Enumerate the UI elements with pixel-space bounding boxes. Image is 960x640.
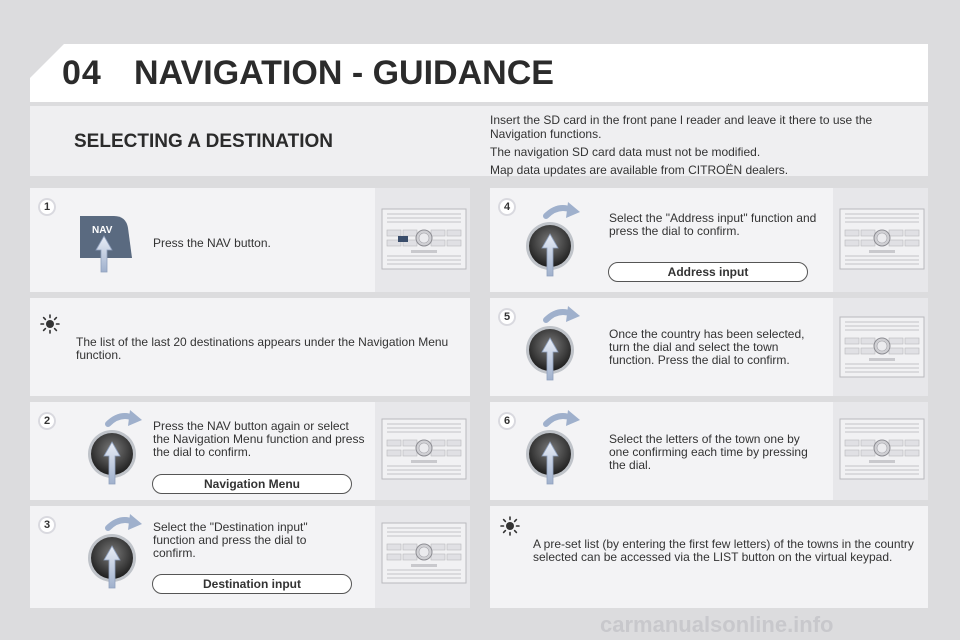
lightbulb-icon	[500, 516, 520, 536]
control-panel-icon	[381, 522, 467, 584]
dial-press-icon	[86, 512, 146, 592]
dial-press-icon	[86, 408, 146, 488]
address-input-pill: Address input	[608, 262, 808, 282]
dial-press-icon	[524, 408, 584, 488]
step-4-number: 4	[498, 198, 516, 216]
step-4-text: Select the "Address input" function and press the dial to confirm.	[609, 211, 817, 238]
dial-press-icon	[524, 304, 584, 384]
tip-2-text: A pre-set list (by entering the first few letters) of the towns in the country selected can be accessed via the LIST button on the virtual keypad.	[533, 537, 914, 564]
control-panel-icon	[381, 418, 467, 480]
step-2-number: 2	[38, 412, 56, 430]
step-6-number: 6	[498, 412, 516, 430]
watermark: carmanualsonline.info	[600, 612, 834, 637]
step-6-text: Select the letters of the town one by one confirming each time by pressing the dial.	[609, 432, 808, 472]
section-heading: SELECTING A DESTINATION	[74, 131, 333, 152]
control-panel-icon	[381, 208, 467, 270]
step-3-number: 3	[38, 516, 56, 534]
dial-press-icon	[524, 200, 584, 280]
destination-input-pill: Destination input	[152, 574, 352, 594]
step-1-number: 1	[38, 198, 56, 216]
lightbulb-icon	[40, 314, 60, 334]
navigation-menu-pill: Navigation Menu	[152, 474, 352, 494]
control-panel-icon	[839, 316, 925, 378]
nav-button-icon	[74, 206, 144, 276]
intro-line-1: Insert the SD card in the front pane l reader and leave it there to use the Navigation functions.	[490, 113, 873, 141]
step-1-text: Press the NAV button.	[153, 236, 271, 250]
tip-1-text: The list of the last 20 destinations appears under the Navigation Menu function.	[76, 335, 449, 362]
step-5-number: 5	[498, 308, 516, 326]
intro-line-3: Map data updates are available from CITROËN dealers.	[490, 163, 789, 177]
intro-text	[490, 113, 920, 181]
control-panel-icon	[839, 208, 925, 270]
chapter-number: 04	[62, 54, 102, 92]
control-panel-icon	[839, 418, 925, 480]
step-5-text: Once the country has been selected, turn the dial and select the town function. Press the dial to confirm.	[609, 327, 805, 367]
step-3-text: Select the "Destination input" function and press the dial to confirm.	[153, 520, 308, 560]
step-2-text: Press the NAV button again or select the Navigation Menu function and press the dial to confirm.	[153, 419, 365, 459]
intro-line-2: The navigation SD card data must not be modified.	[490, 145, 761, 159]
page-title: NAVIGATION - GUIDANCE	[134, 54, 554, 92]
nav-key-label: NAV	[92, 225, 113, 236]
